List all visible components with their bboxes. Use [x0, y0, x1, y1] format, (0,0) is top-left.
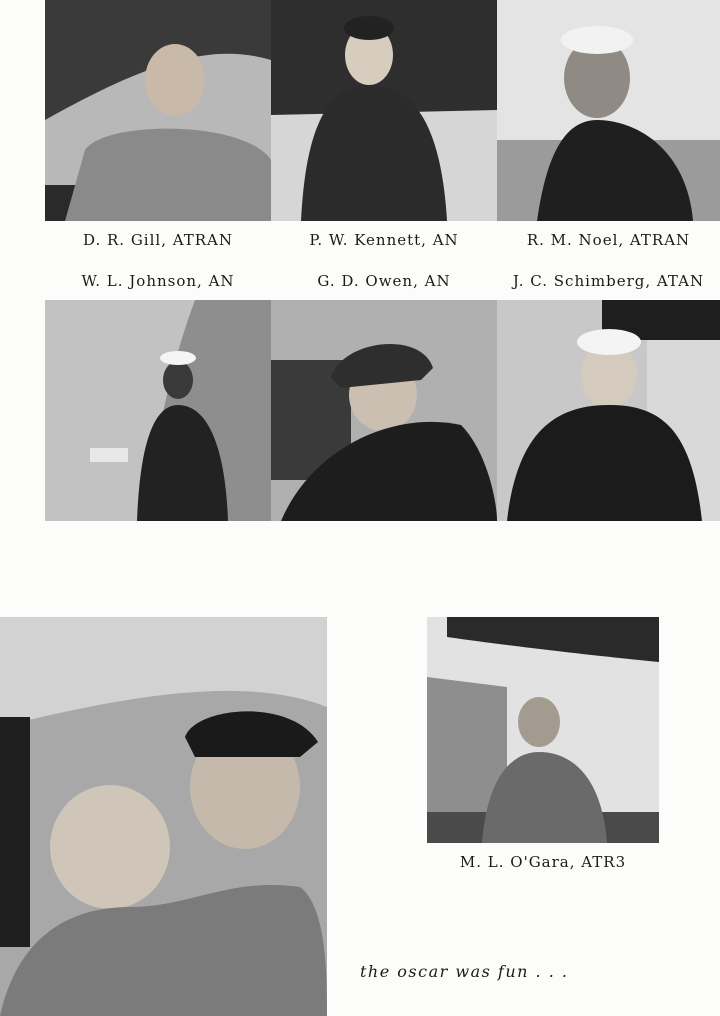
- photo-johnson: [45, 300, 271, 521]
- photo-owen: [271, 300, 497, 521]
- caption-owen: G. D. Owen, AN: [317, 272, 451, 290]
- photo-kennett: [271, 0, 497, 221]
- photo-ogara: [427, 617, 659, 843]
- caption-gill: D. R. Gill, ATRAN: [82, 231, 234, 249]
- caption-schimberg: J. C. Schimberg, ATAN: [512, 272, 705, 290]
- photo-noel: [497, 0, 720, 221]
- caption-ogara: M. L. O'Gara, ATR3: [459, 853, 627, 871]
- caption-group-oscar: the oscar was fun . . .: [360, 962, 569, 981]
- caption-johnson: W. L. Johnson, AN: [81, 272, 235, 290]
- photo-gill: [45, 0, 271, 221]
- photo-group-oscar: [0, 617, 327, 1016]
- caption-kennett: P. W. Kennett, AN: [309, 231, 459, 249]
- photo-schimberg: [497, 300, 720, 521]
- caption-noel: R. M. Noel, ATRAN: [526, 231, 691, 249]
